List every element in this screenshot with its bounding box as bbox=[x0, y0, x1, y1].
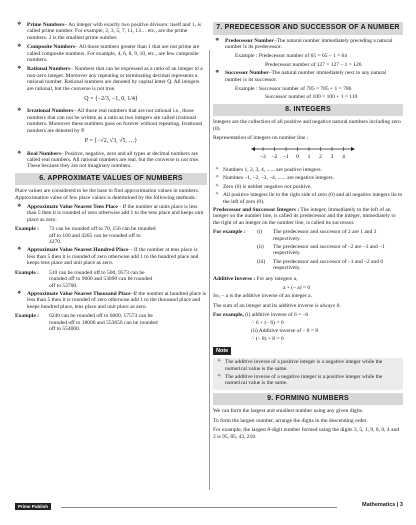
number-line-label: 2 bbox=[319, 154, 322, 161]
rational-numbers-item bbox=[15, 66, 207, 92]
number-line-label: 4 bbox=[342, 154, 345, 161]
integer-example-row bbox=[257, 244, 403, 257]
example-inverse-8: (ii) Additive inverse of – 8 = 8 bbox=[251, 328, 319, 334]
example-line: 73 can be rounded off to 70, 156 can be rounded bbox=[49, 226, 156, 233]
note-item: ✧ The additive inverse of a negative integer is a positive integer while the numerical value is the same. bbox=[215, 374, 401, 387]
example-line: rounded off to 9600 and 53690 can be rounded bbox=[49, 276, 153, 283]
forming-para-1: We can form the largest and smallest number using any given digits. bbox=[213, 408, 364, 415]
integer-examples bbox=[213, 229, 403, 273]
real-text: – Positive, negative, zero and all types at decimal numbers are called real numbers. All rational numbers are real, but the converse is not true. These because they are not imaginary numbers. bbox=[27, 150, 200, 170]
rational-term: Rational Numbers bbox=[27, 66, 71, 73]
example-text: The predecessor and successor of –2 are –3 and –1 respectively. bbox=[273, 243, 385, 257]
number-line-label: 0 bbox=[296, 154, 299, 161]
section-heading-forming: 9. FORMING NUMBERS bbox=[213, 393, 403, 406]
thousand-term: Approximate Value Nearest Thousand Place bbox=[27, 290, 131, 297]
integer-bullet: ✧ Numbers 1, 2, 3, 4, ...... are positive integers. bbox=[213, 167, 403, 173]
integers-intro: Integers are the collection of all positive and negative natural numbers including zero (0). bbox=[213, 119, 401, 132]
section-heading-integers: 8. INTEGERS bbox=[213, 104, 403, 117]
right-column bbox=[213, 22, 403, 443]
example-label: Example : bbox=[15, 226, 39, 233]
integer-bullet: ✧ Zero (0) is neither negative nor positive. bbox=[213, 184, 403, 190]
number-line-caption: Representation of integers on number line : bbox=[213, 135, 309, 142]
predecessor-example-1: Example : Predecessor number of 65 = 65 – 1 = 64 bbox=[235, 53, 348, 60]
pred-succ-text: The integer, immediately to the left of an integer on the number line, is called its predecessor and the integer, immediately to the right of an integer on the number line, is called its successor. bbox=[213, 206, 396, 226]
footer-rule bbox=[61, 507, 337, 508]
additive-inverse bbox=[213, 276, 403, 282]
real-term: Real Numbers bbox=[27, 150, 61, 157]
number-line-label: –2 bbox=[271, 154, 278, 161]
hundred-place-item bbox=[15, 247, 207, 266]
predecessor-text: –The natural number immediately preceding a natural number is its predecessor. bbox=[225, 37, 393, 50]
irrational-text: – All those real numbers that are not rational i.e., those numbers that can not be written as a ratio as two integers are called irrational numbers. Moreover these numbers goes on forever without repeating. Irrational numbers are denoted by P. bbox=[27, 108, 203, 134]
additive-inverse-text: For any integers a, bbox=[255, 275, 298, 282]
publisher-badge: Prime Publish bbox=[15, 503, 51, 510]
example-line: 4270. bbox=[49, 239, 62, 246]
section-heading-approx: 6. APPROXIMATE VALUES OF NUMBERS bbox=[15, 173, 207, 186]
additive-inverse-term: Additive Inverse : bbox=[213, 275, 256, 282]
column-divider bbox=[209, 50, 210, 490]
thousand-text: –If the number at hundred place is less than 5 then it is rounded of zero otherwise add 1 to the thousand place and keeps hundred place, tens place and unit place as zero. bbox=[27, 290, 207, 310]
example-text: The predecessor and successor of –1 and –2 and 0 respectively. bbox=[273, 258, 384, 272]
integer-example-row bbox=[257, 229, 403, 242]
rational-text: – Numbers that can be expressed as a ratio of an integer to a non-zero integer. Moreover any repeating or terminating decimal represents a rational number. Rational numbers are denoted by capital letter Q. All integers are rational, but the converse is not true. bbox=[27, 66, 203, 92]
example-number: (i) bbox=[257, 229, 263, 236]
note-label: Note bbox=[213, 347, 231, 355]
prime-numbers-item bbox=[15, 22, 207, 41]
example-number: (ii) bbox=[257, 243, 264, 250]
number-line-label: –1 bbox=[283, 154, 289, 161]
example-text: The predecessor and successor of 2 are 1 and 3 respectively. bbox=[273, 229, 377, 242]
approx-intro: Place values are considered to be the base to find approximation values in numbers. Approximation value of few place values is determined by the following methods : bbox=[15, 188, 200, 201]
hundred-text: – If the number at tens place is less than 5 then it is rounded of zero otherwise add 1 to the hundred place and keeps tens place and unit place as zero. bbox=[27, 247, 199, 267]
additive-inverse-so: So, – a is the additive inverse of an integer a. bbox=[213, 293, 312, 300]
number-line-diagram bbox=[213, 144, 403, 160]
example-inverse-6-check: ∴ 6 + (– 6) = 0 bbox=[251, 319, 284, 326]
number-line-label: 3 bbox=[330, 154, 334, 161]
note-box bbox=[213, 358, 403, 390]
successor-example-2: Successor number of 100 = 100 + 1 = 110 bbox=[265, 94, 358, 101]
pred-succ-integers bbox=[213, 207, 403, 226]
page-footer bbox=[15, 503, 403, 513]
prime-term: Prime Numbers bbox=[27, 22, 65, 28]
forming-para-2: To form the largest number, arrange the digits in the descending order. bbox=[213, 417, 368, 424]
number-line-label: –3 bbox=[260, 154, 266, 161]
tens-term: Approximate Value Nearest Tens Place bbox=[27, 204, 118, 211]
example-label: Example : bbox=[15, 269, 39, 276]
example-line: rounded off to 18000 and 553650 can be rounded bbox=[49, 319, 158, 326]
irrational-numbers-item bbox=[15, 108, 207, 134]
page-number: Mathematics | 3 bbox=[362, 502, 403, 508]
note-item: ✧ The additive inverse of a positive integer is a negative integer while the numerical value is the same. bbox=[215, 359, 401, 372]
example-label: Example : bbox=[15, 313, 39, 320]
example-line: off to 53700. bbox=[49, 282, 78, 289]
irrational-term: Irrational Numbers bbox=[27, 108, 74, 115]
section-heading-predecessor: 7. PREDECESSOR AND SUCCESSOR OF A NUMBER bbox=[213, 22, 403, 35]
successor-example-1: Example : Successor number of 785 = 785 + 1 = 786 bbox=[235, 85, 352, 92]
example-inverse-8-check: ∴ (– 8) + 8 = 0 bbox=[251, 336, 284, 343]
example-line: off to 160 and 4265 can be rounded off to bbox=[49, 232, 141, 239]
successor-item bbox=[213, 70, 403, 83]
real-numbers-item bbox=[15, 151, 207, 170]
number-line-label: 1 bbox=[307, 154, 311, 161]
composite-text: – All those numbers greater than 1 that are not prime are called composite numbers. For example, 4, 6, 8, 9, 10, etc., are few composite numbers. bbox=[27, 44, 200, 64]
forming-para-3: For example, the largest 8-digit number formed using the digits 3, 5, 1, 9, 8, 0, 4 and 2 is 95, 85, 43, 210. bbox=[213, 427, 399, 440]
example-number: (iii) bbox=[257, 258, 266, 265]
additive-inverse-sum: The sum of an integer and its additive inverse is always 0. bbox=[213, 302, 341, 309]
thousand-place-item bbox=[15, 291, 207, 310]
example-line: off to 554000. bbox=[49, 325, 81, 332]
additive-inverse-equation: a + (– a) = 0 bbox=[283, 284, 311, 291]
example-line: 6240 can be rounded off to 6000, 17573 can be bbox=[49, 313, 153, 320]
tens-example bbox=[15, 226, 207, 245]
predecessor-item bbox=[213, 38, 403, 51]
tens-place-item bbox=[15, 204, 207, 223]
hundred-example bbox=[15, 270, 207, 289]
rational-set-formula: Q = {−2/3, −1, 0, 1/4} bbox=[84, 96, 138, 103]
pred-succ-term: Predecessor and Successor Integers : bbox=[213, 206, 300, 213]
tens-text: - If the number at units place is less than 5 then it is rounded of zero otherwise add 1 to the tens place and keeps unit place as zero. bbox=[27, 204, 204, 223]
for-example-label: For example, bbox=[213, 312, 244, 319]
prime-text: – An integer with exactly two positive divisors: itself and 1, is called prime number. For example, 2, 3, 5, 7, 11, 13… etc., are the prime numbers. 2 is the smallest prime number. bbox=[27, 22, 201, 41]
integer-bullet: ✧ All positive integers lie to the right side of zero (0) and all negative integers lie to the left of zero (0). bbox=[213, 192, 403, 205]
integer-example-row bbox=[257, 259, 403, 272]
predecessor-example-2: Predecessor number of 127 = 127 – 1 = 126 bbox=[265, 61, 362, 68]
thousand-example bbox=[15, 313, 207, 332]
example-inverse-6: (i) additive inverse of 6 = –6 bbox=[245, 312, 309, 319]
for-example-label: For example : bbox=[213, 229, 246, 236]
left-column bbox=[15, 22, 207, 334]
number-line bbox=[213, 144, 403, 162]
composite-numbers-item bbox=[15, 44, 207, 63]
irrational-set-formula: P = {−√2, √3, √5, …} bbox=[84, 138, 138, 145]
successor-text: –The natural number immediately next to any natural number is its successor. bbox=[225, 70, 387, 83]
example-line: 510 can be rounded off to 500, 9573 can be bbox=[49, 269, 145, 276]
integer-bullet: ✧ Numbers –1, –2, –3, –4, ...... are negative integers. bbox=[213, 175, 403, 181]
predecessor-term: Predecessor Number bbox=[225, 37, 274, 44]
successor-term: Successor Number bbox=[225, 70, 269, 77]
hundred-term: Approximate Value Nearest Hundred Place bbox=[27, 247, 129, 254]
composite-term: Composite Numbers bbox=[27, 44, 76, 51]
